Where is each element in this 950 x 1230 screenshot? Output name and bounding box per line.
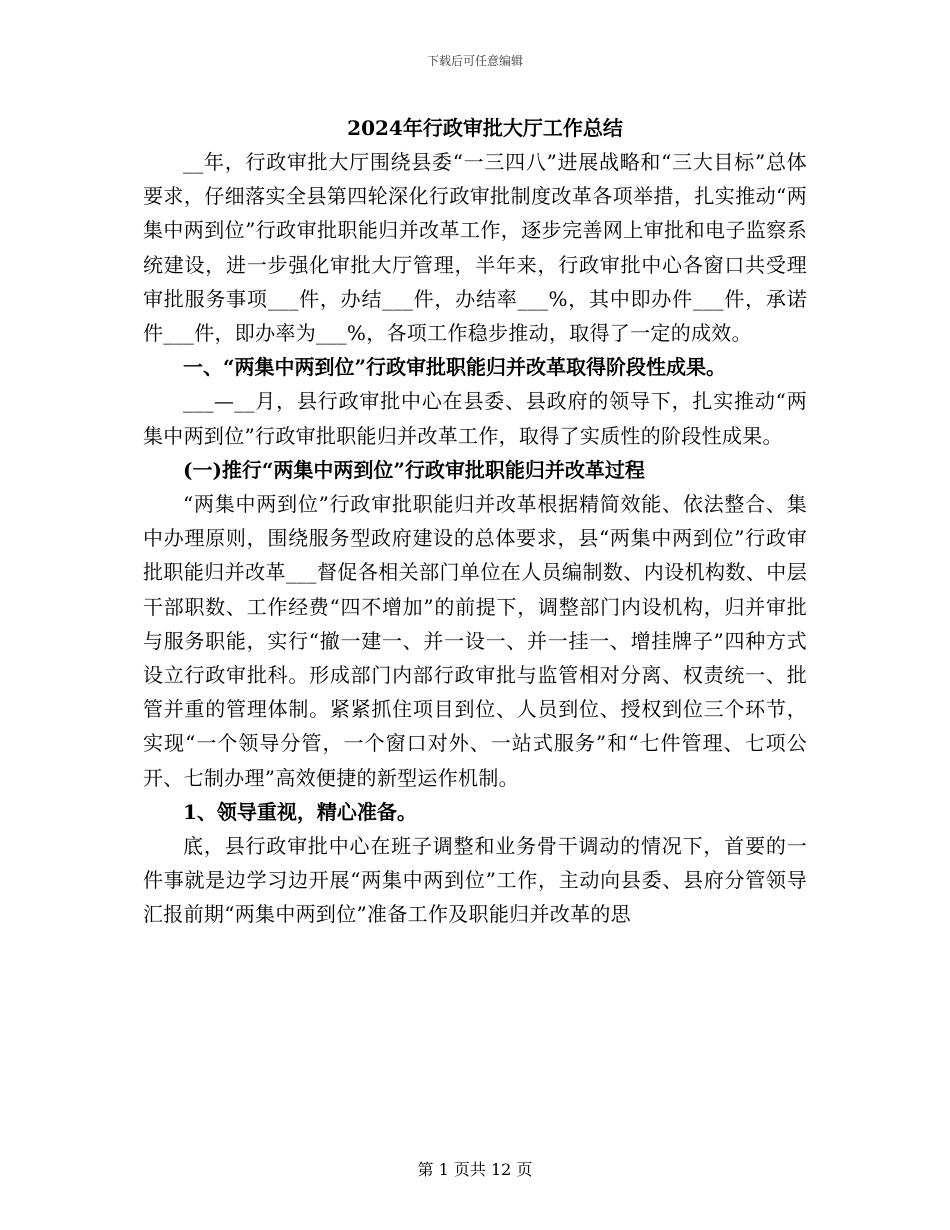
- header-note: 下载后可任意编辑: [426, 54, 523, 68]
- document-title: 2024年行政审批大厅工作总结: [347, 116, 623, 140]
- page-footer: 第 1 页共 12 页: [417, 1160, 533, 1179]
- paragraph-intro: __年，行政审批大厅围绕县委“一三四八”进展战略和“三大目标”总体要求，仔细落实全县第四轮深化行政审批制度改革各项举措，扎实推动“两集中两到位”行政审批职能归并改革工作，逐步完善网上审批和电子监察系统建设，进一步强化审批大厅管理，半年来，行政审批中心各窗口共受理审批服务事项___件，办结___件，办结率___%，其中即办件___件，承诺件___件，即办率为___%，各项工作稳步推动，取得了一定的成效。: [143, 150, 807, 346]
- document-body: [143, 111, 807, 932]
- section-heading-1: 一、“两集中两到位”行政审批职能归并改革取得阶段性成果。: [183, 355, 727, 380]
- subsection-heading-1: (一)推行“两集中两到位”行政审批职能归并改革过程: [183, 457, 645, 482]
- paragraph-section-1: ___—__月，县行政审批中心在县委、县政府的领导下，扎实推动“两集中两到位”行政审批职能归并改革工作，取得了实质性的阶段性成果。: [143, 389, 807, 448]
- paragraph-item-1: 底，县行政审批中心在班子调整和业务骨干调动的情况下，首要的一件事就是边学习边开展“两集中两到位”工作，主动向县委、县府分管领导汇报前期“两集中两到位”准备工作及职能归并改革的思: [143, 834, 807, 927]
- paragraph-subsection-1: “两集中两到位”行政审批职能归并改革根据精简效能、依法整合、集中办理原则，围绕服务型政府建设的总体要求，县“两集中两到位”行政审批职能归并改革___督促各相关部门单位在人员编制数、内设机构数、中层干部职数、工作经费“四不增加”的前提下，调整部门内设机构，归并审批与服务职能，实行“撤一建一、并一设一、并一挂一、增挂牌子”四种方式设立行政审批科。形成部门内部行政审批与监管相对分离、权责统一、批管并重的管理体制。紧紧抓住项目到位、人员到位、授权到位三个环节，实现“一个领导分管，一个窗口对外、一站式服务”和“七件管理、七项公开、七制办理”高效便捷的新型运作机制。: [143, 492, 807, 790]
- item-heading-1: 1、领导重视，精心准备。: [183, 799, 417, 824]
